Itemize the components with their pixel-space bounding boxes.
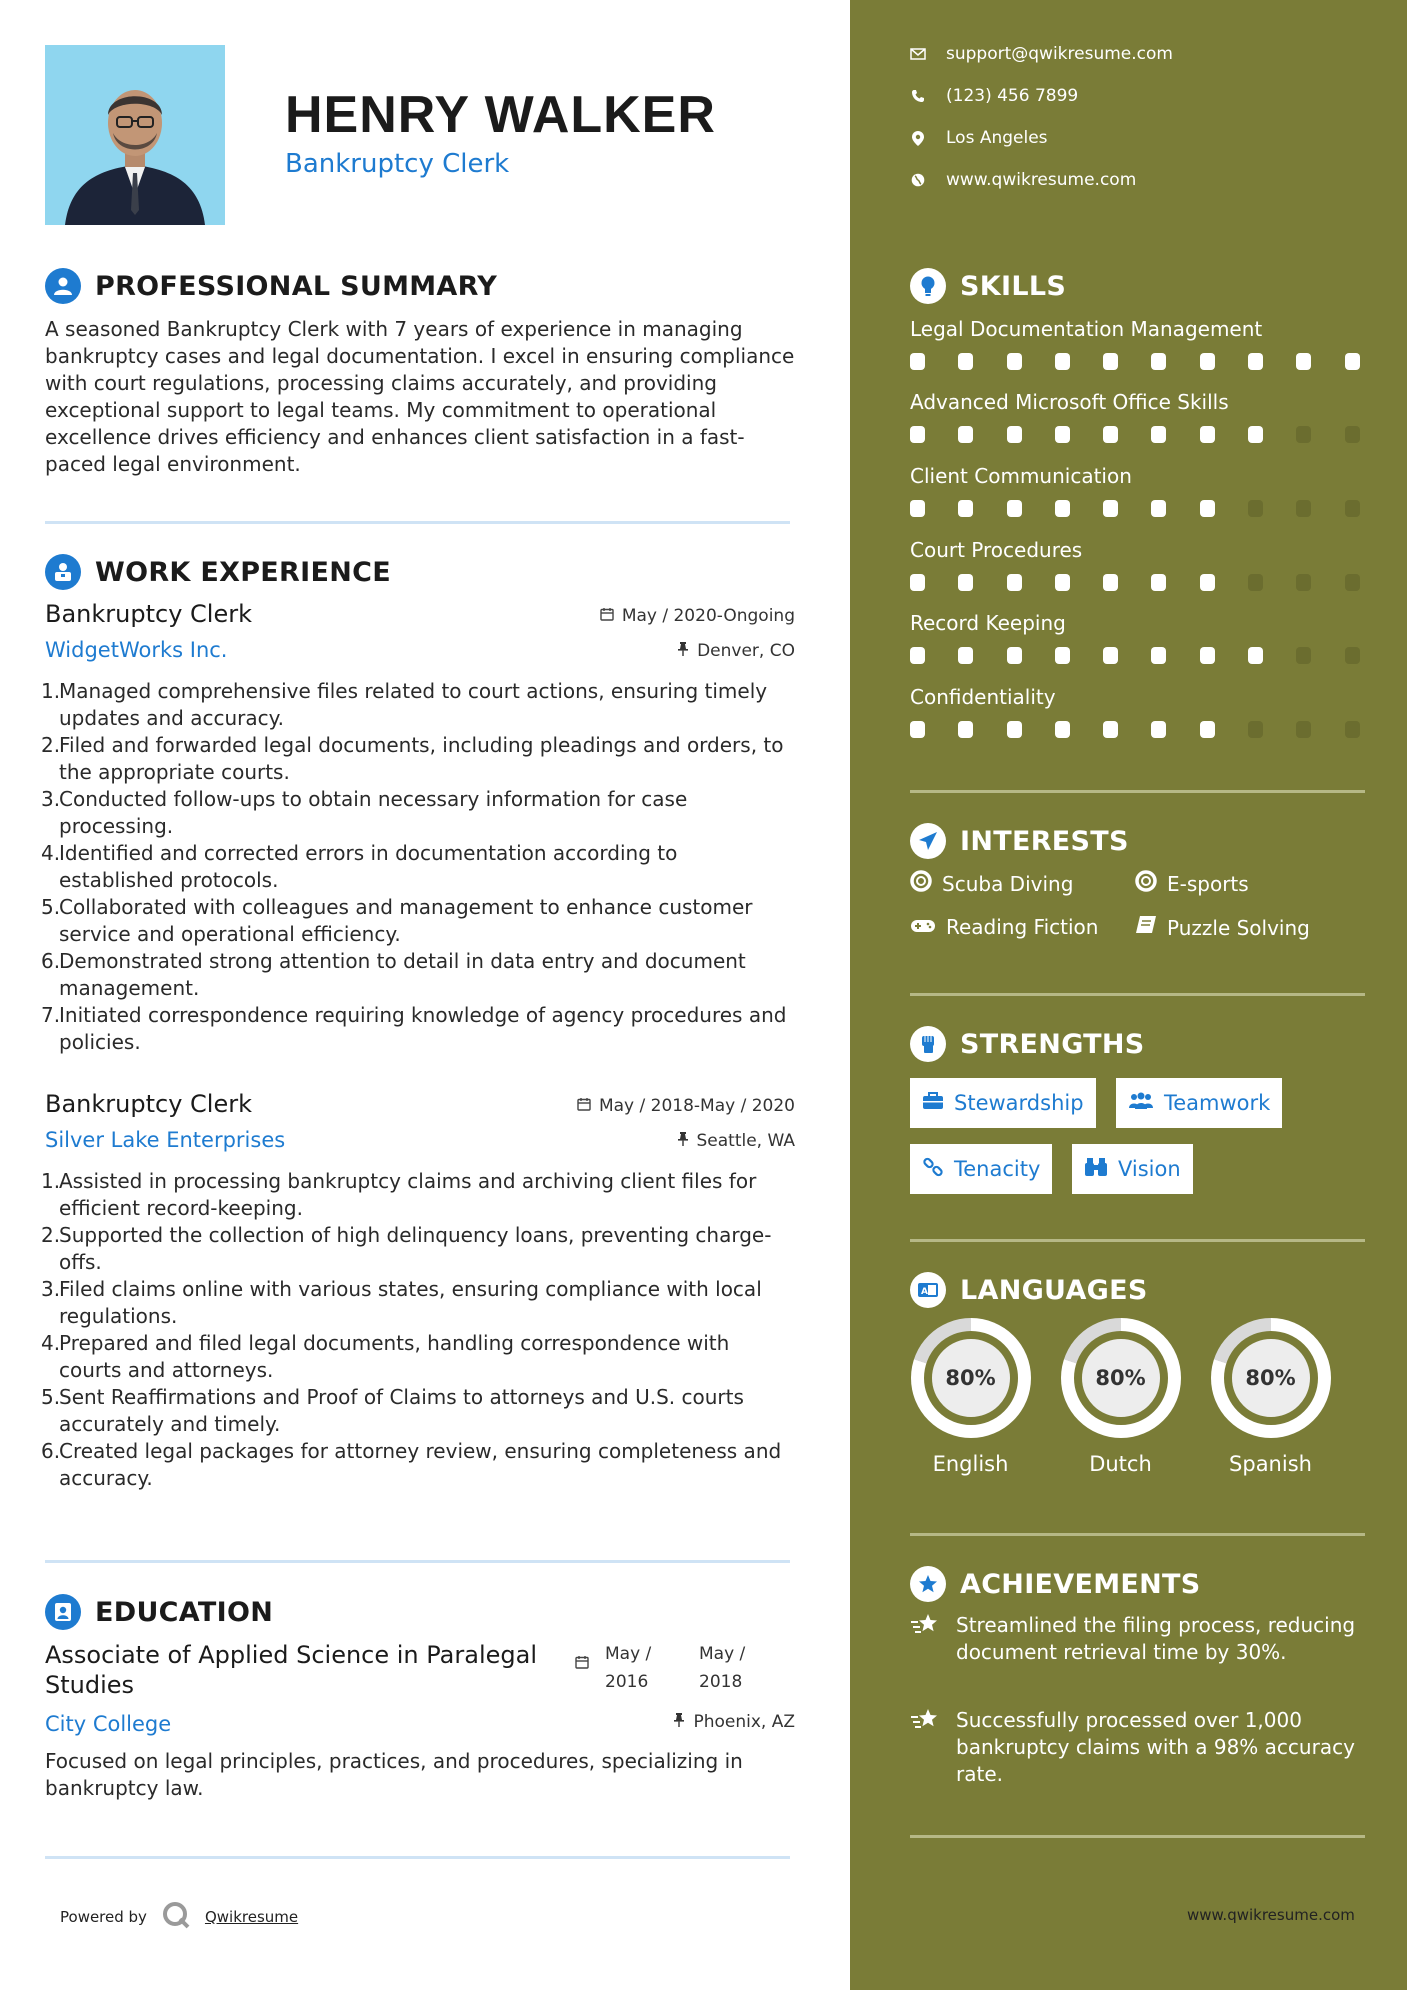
rating-dot-filled	[1296, 353, 1311, 370]
education-location-text: Phoenix, AZ	[693, 1712, 795, 1732]
rating-dot-filled	[1200, 353, 1215, 370]
lifebuoy-icon	[1135, 870, 1157, 897]
rating-dot-filled	[1345, 353, 1360, 370]
contact-email	[910, 44, 1173, 64]
section-divider	[45, 1560, 790, 1563]
globe-icon	[910, 173, 926, 187]
achievement-item: Successfully processed over 1,000 bankruptcy claims with a 98% accuracy rate.	[910, 1707, 1360, 1788]
graduate-icon	[45, 1594, 81, 1630]
job-date-text: May / 2020-Ongoing	[621, 606, 795, 626]
list-item: 5. Sent Reaffirmations and Proof of Claims to attorneys and U.S. courts accurately and timely.	[41, 1385, 744, 1436]
skill-name: Client Communication	[910, 464, 1132, 488]
rating-dot-filled	[1055, 721, 1070, 738]
rating-dot-filled	[910, 353, 925, 370]
skill-rating	[910, 426, 1370, 443]
rating-dot-filled	[958, 500, 973, 517]
language-progress-ring	[1061, 1318, 1181, 1438]
job-company: Silver Lake Enterprises	[45, 1128, 286, 1152]
rating-dot-filled	[1055, 426, 1070, 443]
education-dates	[605, 1640, 759, 1696]
strength-chip: Vision	[1072, 1144, 1193, 1194]
user-icon	[45, 268, 81, 304]
rating-dot-filled	[1007, 647, 1022, 664]
rating-dot-empty	[1345, 426, 1360, 443]
rating-dot-filled	[1200, 426, 1215, 443]
pin-icon	[677, 1131, 689, 1151]
strength-chip: Tenacity	[910, 1144, 1052, 1194]
rating-dot-filled	[1055, 353, 1070, 370]
shooting-star-icon	[910, 1707, 942, 1788]
profile-photo	[45, 45, 225, 225]
lightbulb-icon	[910, 268, 946, 304]
strength-chip: Teamwork	[1116, 1078, 1282, 1128]
rating-dot-filled	[958, 426, 973, 443]
skill-name: Confidentiality	[910, 685, 1056, 709]
rating-dot-filled	[958, 574, 973, 591]
rating-dot-filled	[1055, 574, 1070, 591]
rating-dot-filled	[1151, 426, 1166, 443]
rating-dot-empty	[1248, 574, 1263, 591]
skill-item	[910, 464, 1370, 517]
job-bullets	[41, 1168, 795, 1492]
rating-dot-empty	[1345, 574, 1360, 591]
achievement-item: Streamlined the filing process, reducing document retrieval time by 30%.	[910, 1612, 1360, 1666]
school-name: City College	[45, 1712, 172, 1736]
education-heading	[45, 1594, 273, 1630]
contact-location-text: Los Angeles	[946, 128, 1048, 148]
rating-dot-filled	[910, 500, 925, 517]
rating-dot-filled	[958, 647, 973, 664]
briefcase-icon	[922, 1091, 944, 1115]
summary-heading	[45, 268, 497, 304]
section-divider	[45, 521, 790, 524]
section-divider	[910, 1533, 1365, 1536]
rating-dot-empty	[1345, 647, 1360, 664]
language-item	[908, 1318, 1033, 1476]
rating-dot-filled	[1151, 353, 1166, 370]
rating-dot-filled	[1007, 426, 1022, 443]
skill-rating	[910, 647, 1370, 664]
degree-title: Associate of Applied Science in Paralegal Studies	[45, 1641, 537, 1699]
rating-dot-filled	[1200, 721, 1215, 738]
list-item: 7. Initiated correspondence requiring knowledge of agency procedures and policies.	[41, 1003, 787, 1054]
rating-dot-empty	[1296, 500, 1311, 517]
contact-phone	[910, 86, 1078, 106]
summary-text: A seasoned Bankruptcy Clerk with 7 years of experience in managing bankruptcy cases and legal documentation. I excel in ensuring compliance with court regulations, processing claims accurately, and providing exceptional support to legal teams. My commitment to operational excellence drives efficiency and enhances client satisfaction in a fast-paced legal environment.	[45, 317, 795, 476]
qwikresume-logo-icon	[161, 1900, 191, 1934]
rating-dot-filled	[1055, 500, 1070, 517]
experience-title: WORK EXPERIENCE	[95, 556, 391, 588]
skill-item	[910, 317, 1370, 370]
list-item: 2. Supported the collection of high delinquency loans, preventing charge-offs.	[41, 1223, 772, 1274]
skill-rating	[910, 574, 1370, 591]
rating-dot-empty	[1248, 500, 1263, 517]
footer-url[interactable]: www.qwikresume.com	[1187, 1906, 1355, 1924]
skill-rating	[910, 721, 1370, 738]
skill-item	[910, 685, 1370, 738]
rating-dot-filled	[1103, 500, 1118, 517]
list-item: 3. Conducted follow-ups to obtain necessary information for case processing.	[41, 787, 688, 838]
job-location	[677, 1131, 796, 1151]
rating-dot-filled	[1248, 647, 1263, 664]
education-location	[673, 1712, 795, 1732]
education-entry	[45, 1640, 795, 1802]
rating-dot-empty	[1296, 721, 1311, 738]
rating-dot-filled	[1151, 721, 1166, 738]
rating-dot-filled	[1055, 647, 1070, 664]
job-location-text: Seattle, WA	[696, 1131, 795, 1151]
job-location	[677, 641, 795, 661]
calendar-icon	[575, 1650, 589, 1678]
list-item: 6. Demonstrated strong attention to detail in data entry and document management.	[41, 949, 746, 1000]
list-item: 6. Created legal packages for attorney review, ensuring completeness and accuracy.	[41, 1439, 782, 1490]
language-percent: 80%	[924, 1331, 1018, 1425]
rating-dot-filled	[1248, 426, 1263, 443]
rating-dot-filled	[1103, 721, 1118, 738]
rating-dot-empty	[1345, 721, 1360, 738]
skills-heading	[910, 268, 1066, 304]
section-divider	[45, 1856, 790, 1859]
list-item: 1. Managed comprehensive files related to court actions, ensuring timely updates and accuracy.	[41, 679, 768, 730]
users-icon	[1128, 1091, 1154, 1115]
contact-phone-text: (123) 456 7899	[946, 86, 1079, 106]
rating-dot-filled	[1007, 353, 1022, 370]
qwikresume-link[interactable]: Qwikresume	[204, 1908, 299, 1926]
job-entry	[41, 600, 795, 1056]
section-divider	[910, 790, 1365, 793]
rating-dot-empty	[1296, 574, 1311, 591]
interest-item: E-sports	[1135, 870, 1249, 897]
powered-by-label: Powered by	[60, 1908, 147, 1926]
skill-item	[910, 538, 1370, 591]
binoculars-icon	[1084, 1157, 1108, 1182]
sidebar	[850, 0, 1407, 1990]
job-company: WidgetWorks Inc.	[45, 638, 228, 662]
svg-text:A: A	[921, 1287, 928, 1297]
job-date	[600, 606, 795, 626]
interest-item: Scuba Diving	[910, 870, 1073, 897]
education-title: EDUCATION	[95, 1596, 274, 1628]
section-divider	[910, 1835, 1365, 1838]
rating-dot-filled	[910, 721, 925, 738]
education-end: May / 2018	[699, 1644, 746, 1692]
rating-dot-filled	[1007, 574, 1022, 591]
language-name: Spanish	[1229, 1452, 1312, 1476]
skills-title: SKILLS	[960, 270, 1067, 302]
education-start: May / 2016	[605, 1644, 652, 1692]
rating-dot-filled	[1200, 500, 1215, 517]
skill-item	[910, 611, 1370, 664]
star-badge-icon	[910, 1566, 946, 1602]
map-pin-icon	[910, 131, 926, 146]
skill-name: Court Procedures	[910, 538, 1083, 562]
envelope-icon	[910, 48, 926, 60]
pin-icon	[673, 1712, 685, 1732]
rating-dot-filled	[1200, 574, 1215, 591]
language-name: English	[932, 1452, 1009, 1476]
achievements-heading	[910, 1566, 1201, 1602]
rating-dot-filled	[1103, 647, 1118, 664]
languages-title: LANGUAGES	[960, 1274, 1148, 1306]
link-icon	[922, 1156, 944, 1183]
briefcase-user-icon	[45, 554, 81, 590]
job-entry	[41, 1090, 795, 1492]
language-progress-ring	[911, 1318, 1031, 1438]
rating-dot-empty	[1345, 500, 1360, 517]
job-title: Bankruptcy Clerk	[45, 1090, 252, 1118]
rating-dot-empty	[1296, 426, 1311, 443]
list-item: 4. Identified and corrected errors in documentation according to established protocols.	[41, 841, 678, 892]
fist-icon	[910, 1026, 946, 1062]
skill-rating	[910, 353, 1370, 370]
paper-plane-icon	[910, 823, 946, 859]
footer-powered-by	[60, 1900, 298, 1934]
list-item: 5. Collaborated with colleagues and management to enhance customer service and operational efficiency.	[41, 895, 753, 946]
achievements-title: ACHIEVEMENTS	[960, 1568, 1201, 1600]
rating-dot-filled	[1007, 721, 1022, 738]
rating-dot-filled	[1151, 647, 1166, 664]
language-percent: 80%	[1224, 1331, 1318, 1425]
pin-icon	[677, 641, 689, 661]
contact-website-text[interactable]: www.qwikresume.com	[946, 170, 1137, 190]
rating-dot-filled	[910, 426, 925, 443]
phone-icon	[910, 89, 926, 103]
rating-dot-filled	[1151, 574, 1166, 591]
list-item: 2. Filed and forwarded legal documents, including pleadings and orders, to the appropriate courts.	[41, 733, 784, 784]
rating-dot-filled	[1103, 426, 1118, 443]
rating-dot-filled	[910, 574, 925, 591]
list-item: 1. Assisted in processing bankruptcy claims and archiving client files for efficient record-keeping.	[41, 1169, 757, 1220]
candidate-name: HENRY WALKER	[285, 86, 716, 144]
interests-title: INTERESTS	[960, 825, 1129, 857]
rating-dot-filled	[1103, 574, 1118, 591]
section-divider	[910, 993, 1365, 996]
rating-dot-filled	[1151, 500, 1166, 517]
skill-name: Record Keeping	[910, 611, 1066, 635]
strengths-title: STRENGTHS	[960, 1028, 1145, 1060]
summary-title: PROFESSIONAL SUMMARY	[95, 270, 498, 302]
book-icon	[1135, 915, 1157, 940]
language-name: Dutch	[1089, 1452, 1152, 1476]
lifebuoy-icon	[910, 870, 932, 897]
rating-dot-filled	[1103, 353, 1118, 370]
skill-name: Legal Documentation Management	[910, 317, 1263, 341]
list-item: 3. Filed claims online with various states, ensuring compliance with local regulations.	[41, 1277, 762, 1328]
contact-location	[910, 128, 1048, 148]
strength-chip: Stewardship	[910, 1078, 1096, 1128]
rating-dot-empty	[1248, 721, 1263, 738]
skill-name: Advanced Microsoft Office Skills	[910, 390, 1229, 414]
section-divider	[910, 1239, 1365, 1242]
strengths-heading	[910, 1026, 1145, 1062]
skill-item	[910, 390, 1370, 443]
language-item	[1208, 1318, 1333, 1476]
interest-item: Reading Fiction	[910, 915, 1098, 939]
interest-item: Puzzle Solving	[1135, 915, 1310, 940]
calendar-icon	[600, 606, 614, 626]
contact-website	[910, 170, 1136, 190]
job-title: Bankruptcy Clerk	[45, 600, 252, 628]
rating-dot-filled	[958, 721, 973, 738]
rating-dot-empty	[1296, 647, 1311, 664]
shooting-star-icon	[910, 1612, 942, 1666]
job-location-text: Denver, CO	[697, 641, 795, 661]
contact-email-text[interactable]: support@qwikresume.com	[946, 44, 1173, 64]
education-description: Focused on legal principles, practices, and procedures, specializing in bankruptcy law.	[45, 1749, 743, 1800]
rating-dot-filled	[1248, 353, 1263, 370]
language-percent: 80%	[1074, 1331, 1168, 1425]
calendar-icon	[577, 1096, 591, 1116]
languages-heading	[910, 1272, 1148, 1308]
job-date	[577, 1096, 795, 1116]
rating-dot-filled	[1007, 500, 1022, 517]
skill-rating	[910, 500, 1370, 517]
gamepad-icon	[910, 915, 936, 939]
interests-heading	[910, 823, 1129, 859]
list-item: 4. Prepared and filed legal documents, handling correspondence with courts and attorneys.	[41, 1331, 730, 1382]
job-bullets	[41, 678, 795, 1056]
language-progress-ring	[1211, 1318, 1331, 1438]
job-date-text: May / 2018-May / 2020	[598, 1096, 795, 1116]
rating-dot-filled	[910, 647, 925, 664]
language-item	[1058, 1318, 1183, 1476]
rating-dot-filled	[1200, 647, 1215, 664]
experience-heading	[45, 554, 391, 590]
translate-icon	[910, 1272, 946, 1308]
candidate-role: Bankruptcy Clerk	[285, 149, 510, 179]
rating-dot-filled	[958, 353, 973, 370]
